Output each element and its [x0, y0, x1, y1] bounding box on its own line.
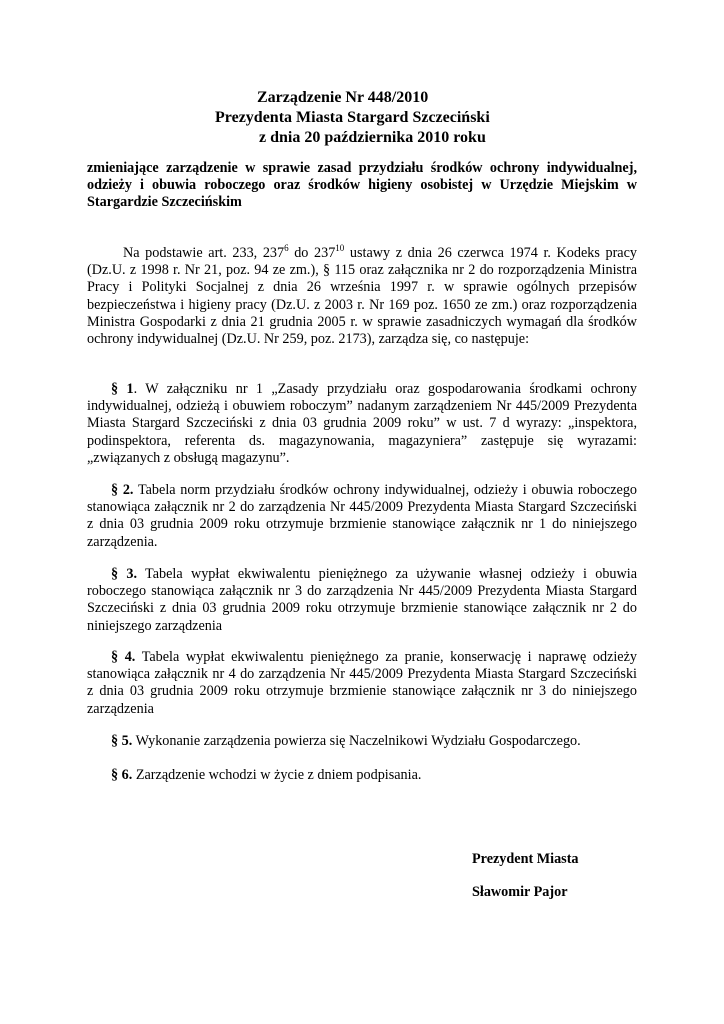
section-5-text: Wykonanie zarządzenia powierza się Naczelnikowi Wydziału Gospodarczego. — [132, 733, 581, 749]
section-1-label: § 1 — [111, 381, 134, 397]
signature-name: Sławomir Pajor — [472, 884, 568, 900]
section-4 — [87, 649, 637, 718]
preamble-text-3: ustawy z dnia 26 czerwca 1974 r. Kodeks pracy (Dz.U. z 1998 r. Nr 21, poz. 94 ze zm.), § 115 oraz załącznika nr 2 do rozporządzenia Ministra Pracy i Polityki Socjalnej z dnia 26 września 1997 r. w sprawie ogólnych przepisów bezpieczeństwa i higieny pracy (Dz.U. z 2003 r. Nr 169 poz. 1650 ze zm.) oraz rozporządzenia Ministra Gospodarki z dnia 21 grudnia 2005 r. w sprawie zasadniczych wymagań dla środków ochrony indywidualnej (Dz.U. Nr 259, poz. 2173), zarządza się, co następuje: — [87, 245, 637, 348]
section-4-text: Tabela wypłat ekwiwalentu pieniężnego za pranie, konserwację i naprawę odzieży stanowiąca załącznik nr 4 do zarządzenia Nr 445/2009 Prezydenta Miasta Stargard Szczeciński z dnia 03 grudnia 2009 roku otrzymuje brzmienie stanowiące załącznik nr 3 do niniejszego zarządzenia — [87, 649, 637, 717]
section-5 — [87, 733, 637, 750]
section-4-label: § 4. — [111, 649, 136, 665]
section-2 — [87, 482, 637, 551]
preamble-superscript-2: 10 — [335, 243, 345, 253]
section-6 — [87, 767, 637, 784]
preamble-text-2: do 237 — [288, 245, 336, 261]
document-date: z dnia 20 października 2010 roku — [259, 129, 486, 146]
section-3 — [87, 566, 637, 635]
document-title: Zarządzenie Nr 448/2010 — [257, 89, 429, 106]
section-5-label: § 5. — [111, 733, 133, 749]
section-6-text: Zarządzenie wchodzi w życie z dniem podpisania. — [132, 767, 422, 783]
section-1 — [87, 381, 637, 467]
section-3-text: Tabela wypłat ekwiwalentu pieniężnego za używanie własnej odzieży i obuwia roboczego stanowiąca załącznik nr 3 do zarządzenia Nr 445/2009 Prezydenta Miasta Stargard Szczeciński z dnia 03 grudnia 2009 roku otrzymuje brzmienie stanowiące załącznik nr 2 do niniejszego zarządzenia — [87, 566, 638, 634]
preamble-text-1: Na podstawie art. 233, 237 — [123, 245, 285, 261]
preamble-superscript-1: 6 — [284, 243, 289, 253]
section-1-text: . W załączniku nr 1 „Zasady przydziału oraz gospodarowania środkami ochrony indywidualnej, odzieżą i obuwiem roboczym” nadanym zarządzeniem Nr 445/2009 Prezydenta Miasta Stargard Szczeciński z dnia 03 grudnia 2009 roku” w ust. 7 d wyrazy: „inspektora, podinspektora, referenta ds. magazynowania, magazyniera” zastępuje się wyrazami: „związanych z obsługą magazynu”. — [87, 381, 638, 466]
section-2-text: Tabela norm przydziału środków ochrony indywidualnej, odzieży i obuwia roboczego stanowiąca załącznik nr 2 do zarządzenia Nr 445/2009 Prezydenta Miasta Stargard Szczeciński z dnia 03 grudnia 2009 roku otrzymuje brzmienie stanowiące załącznik nr 1 do niniejszego zarządzenia. — [87, 482, 638, 550]
section-2-label: § 2. — [111, 482, 134, 498]
document-subject: zmieniające zarządzenie w sprawie zasad przydziału środków ochrony indywidualnej, odzieży i obuwia roboczego oraz środków higieny osobistej w Urzędzie Miejskim w Stargardzie Szczecińskim — [87, 160, 637, 211]
section-6-label: § 6. — [111, 767, 133, 783]
document-issuer: Prezydenta Miasta Stargard Szczeciński — [215, 109, 490, 126]
section-3-label: § 3. — [111, 566, 138, 582]
signature-role: Prezydent Miasta — [472, 851, 579, 867]
preamble — [87, 245, 637, 348]
